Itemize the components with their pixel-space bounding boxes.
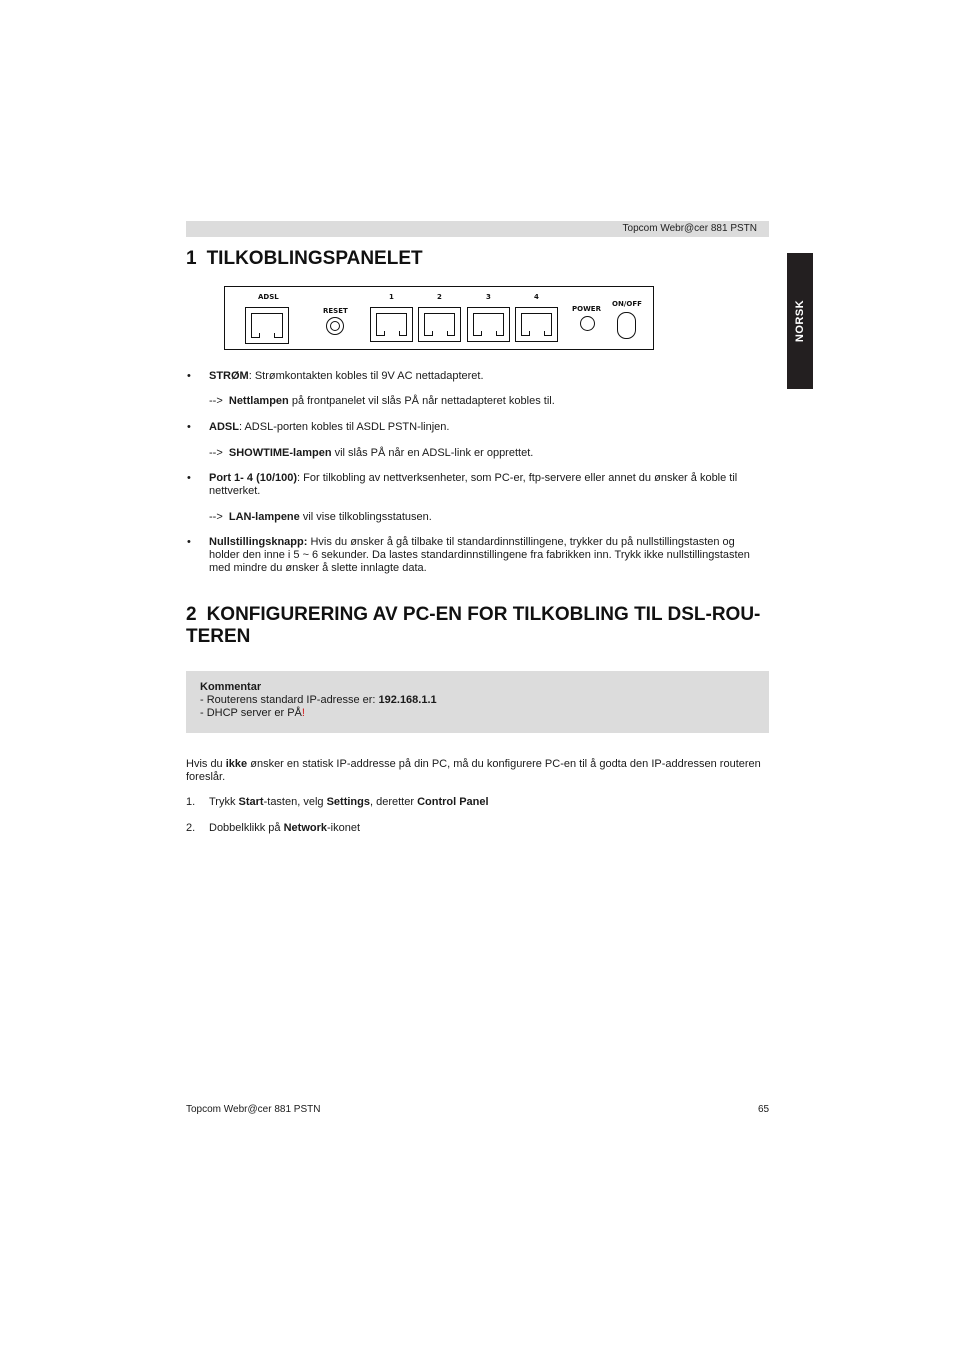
bullet: •: [187, 472, 191, 484]
item-power-sub: --> Nettlampen på frontpanelet vil slås PÅ når nettadapteret kobles til.: [209, 395, 555, 407]
page-number: 65: [758, 1104, 770, 1115]
port-4-label: 4: [534, 293, 539, 301]
bullet: •: [187, 370, 191, 382]
connection-panel-diagram: [224, 286, 654, 350]
step-2: 2. Dobbelklikk på Network-ikonet: [186, 822, 361, 834]
note-box: [186, 671, 769, 733]
language-tab-label: NORSK: [794, 299, 806, 343]
item-reset: Nullstillingsknapp: Hvis du ønsker å gå tilbake til standardinnstillingene, trykker du på nullstillingstasten og holder den inne i 5 ~ 6 sekunder. Da lastes standardinnstillingene fra fabrikken inn. Trykk ikke nullstillingstasten med mindre du ønsker å slette innlagte data.: [209, 536, 750, 574]
header-product: Topcom Webr@cer 881 PSTN: [622, 223, 757, 234]
section-2-title-line2: TEREN: [186, 626, 251, 647]
lan-port-1: [370, 307, 413, 342]
section-2-number: 2: [186, 604, 197, 625]
section-2-heading: [186, 604, 760, 648]
section-2-title-line1: KONFIGURERING AV PC-EN FOR TILKOBLING TIL DSL-ROU-: [206, 604, 761, 625]
port-1-label: 1: [389, 293, 394, 301]
adsl-port: [245, 307, 289, 344]
item-ports-sub: --> LAN-lampene vil vise tilkoblingsstatusen.: [209, 511, 432, 523]
item-adsl-sub: --> SHOWTIME-lampen vil slås PÅ når en ADSL-link er opprettet.: [209, 447, 534, 459]
note-heading: Kommentar: [200, 681, 262, 693]
bullet: •: [187, 421, 191, 433]
adsl-label: ADSL: [258, 293, 279, 301]
power-switch-icon: [617, 312, 636, 339]
lan-port-3: [467, 307, 510, 342]
section-1-title: TILKOBLINGSPANELET: [206, 248, 423, 269]
lan-port-2: [418, 307, 461, 342]
intro-paragraph: Hvis du ikke ønsker en statisk IP-addresse på din PC, må du konfigurere PC-en til å godta den IP-addressen routeren foreslår.: [186, 758, 761, 783]
language-tab: [787, 253, 813, 389]
item-ports: Port 1- 4 (10/100): For tilkobling av nettverksenheter, som PC-er, ftp-servere eller annet du ønsker å koble til nettverket.: [209, 472, 738, 497]
page-header: [186, 221, 769, 237]
power-socket-icon: [580, 316, 595, 331]
port-2-label: 2: [437, 293, 442, 301]
note-line-dhcp: - DHCP server er PÅ!: [200, 707, 305, 719]
lan-port-4: [515, 307, 558, 342]
section-1-heading: [186, 248, 423, 270]
onoff-label: ON/OFF: [612, 300, 642, 308]
reset-label: RESET: [323, 307, 348, 315]
note-line-ip: - Routerens standard IP-adresse er: 192.168.1.1: [200, 694, 437, 706]
power-label: POWER: [572, 305, 601, 313]
item-adsl: ADSL: ADSL-porten kobles til ASDL PSTN-linjen.: [209, 421, 450, 433]
step-1: 1. Trykk Start-tasten, velg Settings, deretter Control Panel: [186, 796, 489, 808]
section-1-number: 1: [186, 248, 197, 269]
port-3-label: 3: [486, 293, 491, 301]
item-power: STRØM: Strømkontakten kobles til 9V AC nettadapteret.: [209, 370, 484, 382]
reset-button-icon: [326, 317, 344, 335]
bullet: •: [187, 536, 191, 548]
footer-product: Topcom Webr@cer 881 PSTN: [186, 1104, 321, 1115]
